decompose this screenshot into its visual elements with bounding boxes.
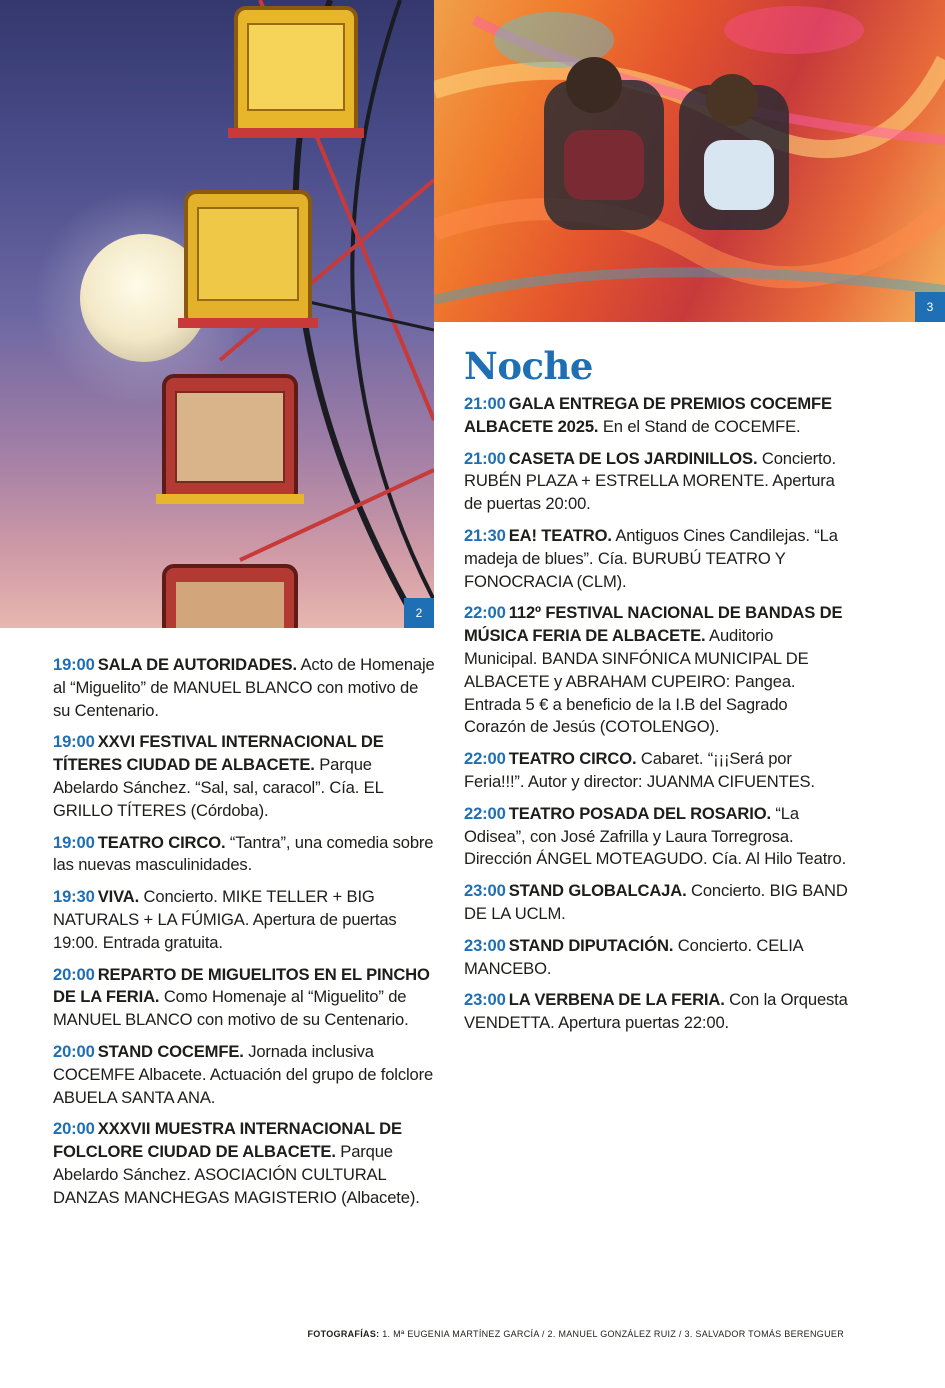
event-description: “Tantra”, una comedia sobre las nuevas masculinidades.: [53, 832, 434, 875]
event-description: Concierto. MIKE TELLER + BIG NATURALS + LA FÚMIGA. Apertura de puertas 19:00. Entrada gratuita.: [53, 887, 397, 952]
event-time: 22:00: [464, 603, 506, 623]
section-title-noche: Noche: [464, 344, 593, 388]
event-item: [53, 886, 438, 954]
event-item: [464, 935, 849, 981]
event-item: [53, 1041, 438, 1109]
gondola-1: [228, 8, 364, 138]
event-item: [464, 448, 849, 516]
event-time: 23:00: [464, 881, 506, 901]
event-title: VIVA.: [97, 887, 140, 907]
event-title: STAND DIPUTACIÓN.: [508, 935, 674, 955]
event-title: LA VERBENA DE LA FERIA.: [508, 990, 725, 1010]
photo-credits: [308, 1329, 845, 1339]
gondola-3: [156, 376, 304, 504]
event-description: Acto de Homenaje al “Miguelito” de MANUEL BLANCO con motivo de su Centenario.: [53, 655, 435, 720]
fair-ride-photo: [434, 0, 945, 322]
event-description: Como Homenaje al “Miguelito” de MANUEL BLANCO con motivo de su Centenario.: [53, 987, 409, 1030]
event-item: [53, 832, 438, 878]
event-time: 21:00: [464, 448, 506, 468]
event-time: 22:00: [464, 803, 506, 823]
event-time: 23:00: [464, 935, 506, 955]
event-item: [53, 964, 438, 1032]
event-title: 112º FESTIVAL NACIONAL DE BANDAS DE MÚSICA FERIA DE ALBACETE.: [464, 603, 843, 646]
event-description: Concierto. CELIA MANCEBO.: [464, 935, 803, 978]
event-time: 23:00: [464, 990, 506, 1010]
event-item: [464, 989, 849, 1035]
event-item: [464, 525, 849, 593]
event-description: Antiguos Cines Candilejas. “La madeja de blues”. Cía. BURUBÚ TEATRO Y FONOCRACIA (CLM).: [464, 525, 838, 591]
event-title: CASETA DE LOS JARDINILLOS.: [508, 448, 758, 468]
event-time: 21:00: [464, 394, 506, 413]
event-title: REPARTO DE MIGUELITOS EN EL PINCHO DE LA FERIA.: [53, 964, 430, 1007]
left-event-column: [53, 654, 438, 1219]
event-title: TEATRO CIRCO.: [508, 749, 637, 769]
event-title: GALA ENTREGA DE PREMIOS COCEMFE ALBACETE 2025.: [464, 394, 832, 436]
event-time: 19:00: [53, 832, 95, 852]
event-item: [464, 803, 849, 871]
event-description: Parque Abelardo Sánchez. ASOCIACIÓN CULTURAL DANZAS MANCHEGAS MAGISTERIO (Albacete).: [53, 1142, 420, 1207]
event-description: Auditorio Municipal. BANDA SINFÓNICA MUNICIPAL DE ALBACETE y ABRAHAM CUPEIRO: Pangea. Entrada 5 € a beneficio de la I.B del Sagrado Corazón de Jesús (COTOLENGO).: [464, 626, 809, 737]
event-description: Jornada inclusiva COCEMFE Albacete. Actuación del grupo de folclore ABUELA SANTA ANA.: [53, 1041, 434, 1107]
night-event-list: [464, 393, 849, 1035]
event-item: [464, 880, 849, 926]
event-description: Concierto. RUBÉN PLAZA + ESTRELLA MORENTE. Apertura de puertas 20:00.: [464, 448, 837, 514]
event-time: 20:00: [53, 964, 95, 984]
event-time: 21:30: [464, 525, 506, 545]
event-item: [53, 654, 438, 722]
event-title: EA! TEATRO.: [508, 525, 612, 545]
event-description: En el Stand de COCEMFE.: [602, 416, 801, 436]
event-description: Parque Abelardo Sánchez. “Sal, sal, caracol”. Cía. EL GRILLO TÍTERES (Córdoba).: [53, 755, 384, 820]
ferris-wheel-illustration: [0, 0, 434, 628]
event-time: 22:00: [464, 749, 506, 769]
event-title: SALA DE AUTORIDADES.: [97, 655, 297, 674]
event-title: TEATRO POSADA DEL ROSARIO.: [508, 803, 771, 823]
event-title: TEATRO CIRCO.: [97, 832, 226, 852]
photo-number-badge: 3: [915, 292, 945, 322]
event-title: STAND COCEMFE.: [97, 1041, 244, 1061]
event-title: XXVI FESTIVAL INTERNACIONAL DE TÍTERES CIUDAD DE ALBACETE.: [53, 732, 384, 775]
right-event-column: [464, 343, 849, 1044]
event-time: 19:00: [53, 732, 95, 752]
photo-number-badge: 2: [404, 598, 434, 628]
event-description: “La Odisea”, con José Zafrilla y Laura Torregrosa. Dirección ÁNGEL MOTEAGUDO. Cía. Al Hilo Teatro.: [464, 803, 847, 869]
event-time: 19:00: [53, 655, 95, 674]
event-item: [53, 731, 438, 822]
event-time: 20:00: [53, 1041, 95, 1061]
credits-label: FOTOGRAFÍAS:: [307, 1329, 380, 1339]
event-time: 20:00: [53, 1119, 95, 1139]
event-time: 19:30: [53, 887, 95, 907]
ferris-wheel-photo: [0, 0, 434, 628]
event-description: Cabaret. “¡¡¡Será por Feria!!!”. Autor y director: JUANMA CIFUENTES.: [464, 749, 815, 791]
fair-ride-illustration: [434, 0, 945, 322]
gondola-2: [178, 192, 318, 328]
credits-text: 1. Mª EUGENIA MARTÍNEZ GARCÍA / 2. MANUEL GONZÁLEZ RUIZ / 3. SALVADOR TOMÁS BERENGUER: [379, 1329, 844, 1339]
event-item: [464, 748, 849, 794]
event-description: Con la Orquesta VENDETTA. Apertura puertas 22:00.: [464, 990, 848, 1033]
gondola-4: [164, 566, 296, 628]
event-title: STAND GLOBALCAJA.: [508, 881, 687, 901]
event-title: XXXVII MUESTRA INTERNACIONAL DE FOLCLORE CIUDAD DE ALBACETE.: [53, 1119, 402, 1162]
event-item: [53, 1118, 438, 1209]
event-item: [464, 393, 849, 439]
event-description: Concierto. BIG BAND DE LA UCLM.: [464, 881, 848, 923]
event-item: [464, 602, 849, 739]
